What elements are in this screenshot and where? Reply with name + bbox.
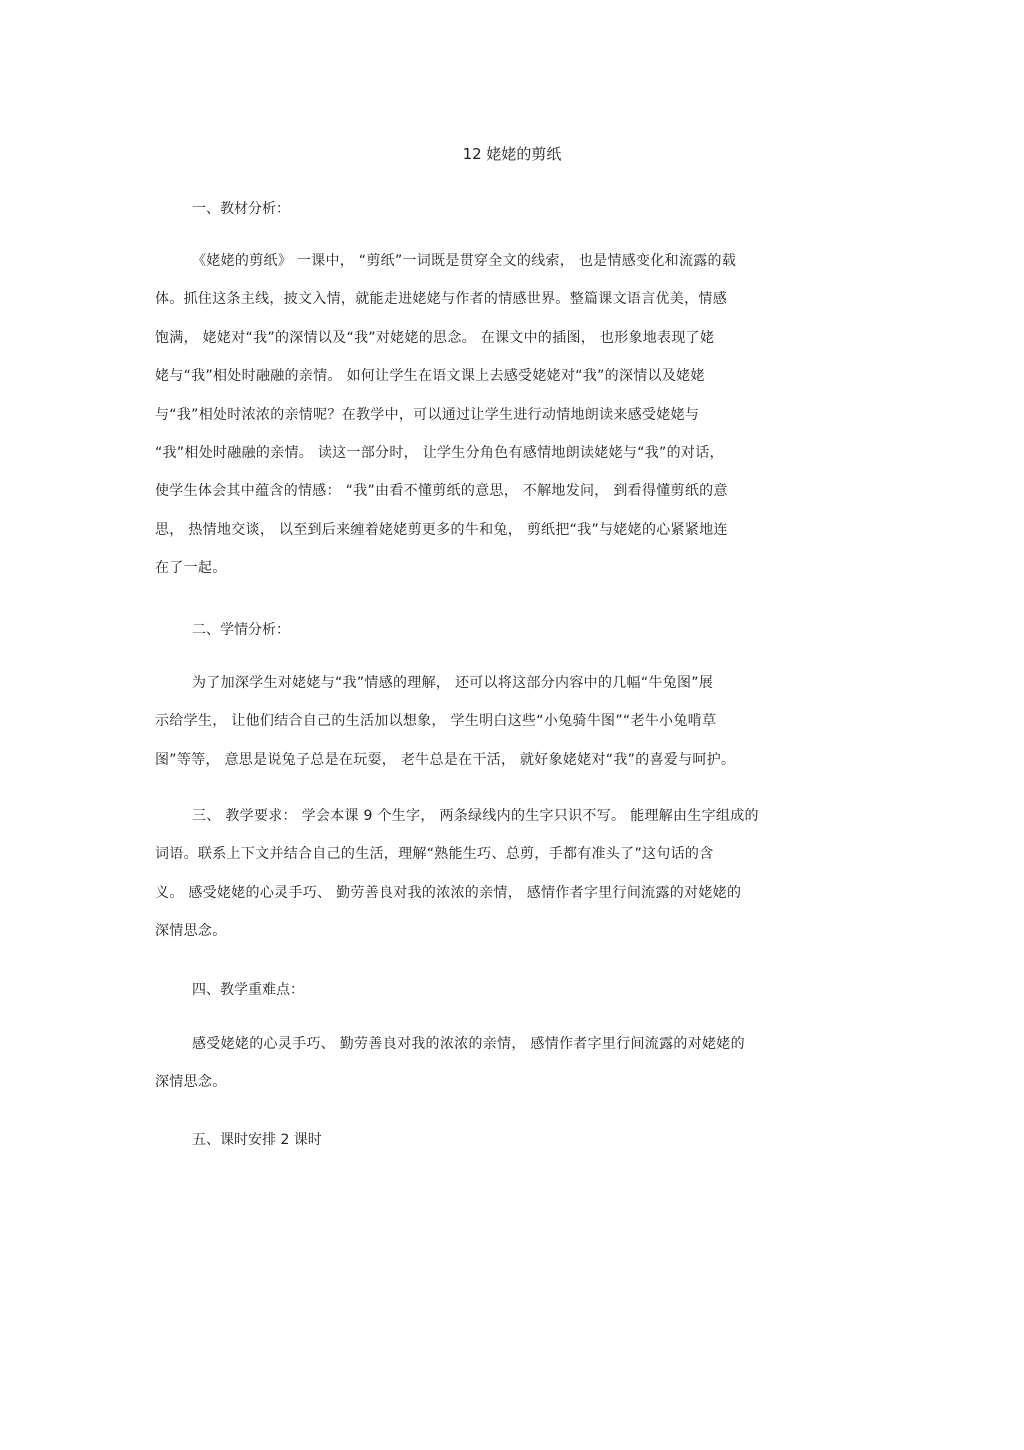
paragraph-line: 思， 热情地交谈， 以至到后来缠着姥姥剪更多的牛和兔， 剪纸把“我”与姥姥的心紧紧地连 bbox=[155, 521, 728, 538]
paragraph-line: “我”相处时融融的亲情。 读这一部分时， 让学生分角色有感情地朗读姥姥与“我”的对话， bbox=[155, 444, 724, 461]
paragraph-line: 姥与“我”相处时融融的亲情。 如何让学生在语文课上去感受姥姥对“我”的深情以及姥姥 bbox=[155, 368, 705, 385]
paragraph-key-points bbox=[155, 1034, 815, 1111]
section-heading-schedule: 五、课时安排 2 课时 bbox=[192, 1132, 322, 1148]
paragraph-line: 示给学生， 让他们结合自己的生活加以想象， 学生明白这些“小兔骑牛图”“老牛小兔啃草 bbox=[155, 713, 717, 730]
paragraph-line: 《姥姥的剪纸》 一课中， “剪纸”一词既是贯穿全文的线索， 也是情感变化和流露的载 bbox=[192, 253, 737, 269]
section-heading-key-points: 四、教学重难点： bbox=[192, 982, 304, 998]
paragraph-line: 在了一起。 bbox=[155, 560, 227, 577]
paragraph-student-analysis bbox=[155, 673, 815, 788]
section-heading-textbook-analysis: 一、教材分析： bbox=[192, 201, 290, 217]
paragraph-line: 体。抓住这条主线，披文入情，就能走进姥姥与作者的情感世界。整篇课文语言优美，情感 bbox=[155, 291, 727, 308]
paragraph-line: 与“我”相处时浓浓的亲情呢？在教学中，可以通过让学生进行动情地朗读来感受姥姥与 bbox=[155, 406, 700, 423]
paragraph-line: 词语。联系上下文并结合自己的生活，理解“熟能生巧、总剪，手都有准头了”这句话的含 bbox=[155, 846, 714, 863]
paragraph-line: 使学生体会其中蕴含的情感： “我”由看不懂剪纸的意思， 不解地发问， 到看得懂剪纸的意 bbox=[155, 483, 728, 500]
paragraph-line: 为了加深学生对姥姥与“我”情感的理解， 还可以将这部分内容中的几幅“牛兔图”展 bbox=[192, 675, 714, 691]
paragraph-line: 图”等等， 意思是说兔子总是在玩耍， 老牛总是在干活， 就好象姥姥对“我”的喜爱与呵护。 bbox=[155, 751, 736, 768]
paragraph-line: 深情思念。 bbox=[155, 923, 227, 940]
document-title: 12 姥姥的剪纸 bbox=[462, 145, 562, 163]
paragraph-line: 三、 教学要求： 学会本课 9 个生字， 两条绿线内的生字只识不写。 能理解由生字组成的 bbox=[192, 808, 759, 824]
paragraph-line: 感受姥姥的心灵手巧、 勤劳善良对我的浓浓的亲情， 感情作者字里行间流露的对姥姥的 bbox=[192, 1036, 745, 1052]
paragraph-textbook-analysis bbox=[155, 251, 815, 597]
section-heading-student-analysis: 二、学情分析： bbox=[192, 622, 290, 638]
paragraph-teaching-requirements bbox=[155, 806, 815, 960]
paragraph-line: 义。 感受姥姥的心灵手巧、 勤劳善良对我的浓浓的亲情， 感情作者字里行间流露的对姥姥的 bbox=[155, 884, 742, 901]
paragraph-line: 饱满， 姥姥对“我”的深情以及“我”对姥姥的思念。 在课文中的插图， 也形象地表现了姥 bbox=[155, 329, 715, 346]
paragraph-line: 深情思念。 bbox=[155, 1074, 227, 1091]
